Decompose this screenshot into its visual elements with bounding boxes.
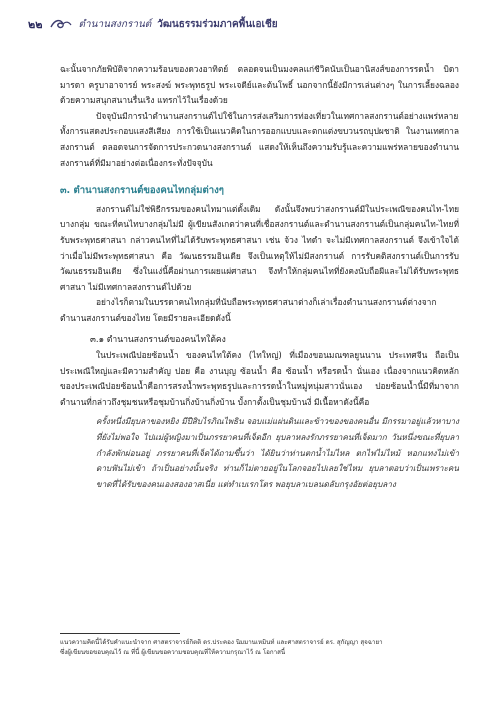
footnote-line-2: ซึ่งผู้เขียนขอขอบคุณไว้ ณ ที่นี้ ผู้เขียนขอความชอบคุณที่ให้ความกรุณาไว้ ณ โอกาสนี้ <box>60 649 286 656</box>
footnote-divider <box>60 633 180 634</box>
paragraph-1: ฉะนั้นจากภัยพิบัติจากความร้อนของดวงอาทิตย์ ตลอดจนเป็นมงคลแก่ชีวิตนับเป็นอานิสงส์ของการรดน้ำ บิดามารดา ครูบาอาจารย์ พระสงฆ์ พระพุทธรูป พระเจดีย์และต้นโพธิ์ นอกจากนี้ยังมีการเล่นต่างๆ ในการเลี้ยงฉลองด้วยความสนุกสนานรื่นเริง แทรกไว้ในเรื่องด้วย <box>60 64 459 106</box>
paragraph-4: อย่างไรก็ตามในบรรดาคนไทกลุ่มที่นับถือพระพุทธศาสนาต่างก็เล่าเรื่องตำนานสงกรานต์ต่างจากตำนานสงกรานต์ของไทย โดยมีรายละเอียดดังนี้ <box>60 297 437 323</box>
paragraph-3: สงกรานต์ไม่ใช่พิธีกรรมของคนไทมาแต่ดั้งเดิม ดังนั้นจึงพบว่าสงกรานต์มีในประเพณีของคนไท-ไทยบางกลุ่ม ขณะที่คนไทบางกลุ่มไม่มี ผู้เขียนสังเกตว่าคนที่เชื่อสงกรานต์และตำนานสงกรานต์เป็นกลุ่มคนไท-ไทยที่รับพระพุทธศาสนา กล่าวคนไทที่ไม่ได้รับพระพุทธศาสนา เช่น จ้วง ไทดำ จะไม่มีเทศกาลสงกรานต์ จึงเข้าใจได้ว่าเมื่อไม่มีพระพุทธศาสนา คือ วัฒนธรรมอินเดีย จึงเป็นเหตุให้ไม่มีสงกรานต์ การรับคติสงกรานต์เป็นการรับวัฒนธรรมอินเดีย ซึ่งในแง่นี้คือผ่านการเผยแผ่ศาสนา จึงทำให้กลุ่มคนไทที่ยังคงนับถือผีและไม่ได้รับพระพุทธศาสนา ไม่มีเทศกาลสงกรานต์ไปด้วย <box>60 203 459 292</box>
paragraph-2: ปัจจุบันมีการนำตำนานสงกรานต์ไปใช้ในการส่งเสริมการท่องเที่ยวในเทศกาลสงกรานต์อย่างแพร่หลาย ทั้งการแสดงประกอบแสงสีเสียง การใช้เป็นแนวคิดในการออกแบบและตกแต่งขบวนรถบุปผชาติ ในงานเทศกาลสงกรานต์ ตลอดจนการจัดการประกวดนางสงกรานต์ แสดงให้เห็นถึงความรับรู้และความแพร่หลายของตำนานสงกรานต์ที่มีมาอย่างต่อเนื่องกระทั่งปัจจุบัน <box>60 110 459 168</box>
page-number: ๒๒ <box>28 18 43 31</box>
page-content <box>60 62 459 492</box>
page-header <box>28 14 469 34</box>
footnote <box>60 638 459 658</box>
header-title: ตำนานสงกรานต์ <box>78 18 152 30</box>
paragraph-5: ในประเพณีปอยซ้อนน้ำ ของคนไทใต้คง (ไทใหญ่) ที่เมืองขอนมณฑลยูนนาน ประเทศจีน ถือเป็นประเพณีใหญ่และมีความสำคัญ ปอย คือ งานบุญ ซ้อนน้ำ คือ ซ้อนน้ำ หรือรดน้ำ นั่นเอง เนื่องจากแนวคิดหลักของประเพณีปอยซ้อนน้ำคือการสรงน้ำพระพุทธรูปและการรดน้ำในหมู่หนุ่มสาวนั่นเอง ปอยซ้อนน้ำนี้มีที่มาจากตำนานที่กล่าวถึงชุมชนหรือชุมบ้านกิ่งบ้านกิ่งบ้าน บั้งกาตั้งเป็นชุมบ้านงี่ มีเนื้อหาดังนี้คือ <box>60 350 459 407</box>
footnote-line-1: แนวความคิดนี้ได้รับคำแนะนำจาก ศาสตราจารย์กิตติ ดร.ประคอง นิมมานเหมินท์ และศาสตราจารย์ ดร. สุกัญญา สุจฉายา <box>60 639 383 646</box>
decorative-swirl-icon <box>49 17 73 31</box>
section-heading: ๓. ตำนานสงกรานต์ของคนไทกลุ่มต่างๆ <box>60 185 224 197</box>
quote-block: ครั้งหนึ่งมียุบลาของหยิง มีปีสิบไรภิณไพธิน จอบแม่แผ่นดินและข้าวของของคนอื่น มีกรรมาอยู่แล้วหาบางที่ยังไม่พอใจ ไปแม่ผู้หญิงมาเป็นภรรยาคนที่เจ็ดอีก ยุบลาหลงรักภรรยาคนที่เจ็ดมาก วันหนึ่งขณะที่ยุบลากำลังพักผ่อนอยู่ ภรรยาคนที่เจ็ดได้ถามขึ้นว่า ได้ยินว่าท่านตกน้ำไม่ไหล ตกไฟไม่ไหม้ หอกแทงไม่เข้า ดาบฟันไม่เข้า ถ้าเป็นอย่างนั้นจริง ท่านก็ไม่ตายอยู่ในโลกจอยไปเลยใช่ไหม ยุบลาตอบว่าเป็นเพราะคนขาดที่ได้รับของคนเองสองอาสเนี่ย แต่ทำเบเรกโตร พอยุบลาเบลนดลับกรุงอัยต่อยุบลาง <box>96 416 459 489</box>
header-subtitle: วัฒนธรรมร่วมภาคพื้นเอเชีย <box>157 18 278 30</box>
subsection-heading: ๓.๑ ตำนานสงกรานต์ของคนไทใต้คง <box>90 334 226 345</box>
